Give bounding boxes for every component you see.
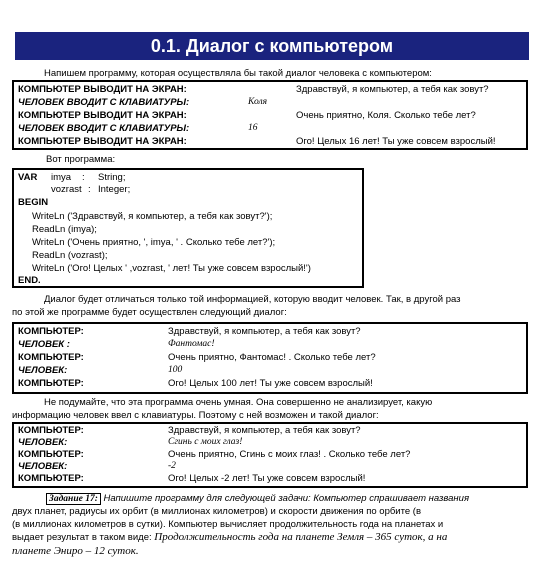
speech-text: Фантомас! <box>168 339 215 349</box>
speech-text: Здравствуй, я компьютер, а тебя как зовут? <box>168 326 361 337</box>
speech-text: Здравствуй, я компьютер, а тебя как зовут? <box>296 84 489 95</box>
code-line <box>18 172 126 183</box>
paragraph-line: информацию человек ввел с клавиатуры. Поэтому с ней возможен и такой диалог: <box>12 410 379 421</box>
variable-name: imya <box>51 172 72 183</box>
speaker-label: ЧЕЛОВЕК: <box>18 365 68 376</box>
task-example: планете Эниро – 12 суток. <box>12 545 139 557</box>
task-line <box>12 531 447 544</box>
code-line: ReadLn (vozrast); <box>32 250 108 261</box>
task-line: (в миллионах километров в сутки). Компьютер вычисляет продолжительность года на планетах и <box>12 519 444 530</box>
speaker-label: ЧЕЛОВЕК ВВОДИТ С КЛАВИАТУРЫ: <box>18 123 190 134</box>
speech-text: 100 <box>168 365 183 375</box>
program-intro: Вот программа: <box>46 154 116 165</box>
speaker-label: ЧЕЛОВЕК : <box>18 339 70 350</box>
code-box <box>12 168 364 288</box>
section-title: 0.1. Диалог с компьютером <box>15 32 529 60</box>
speech-text: Очень приятно, Фантомас! . Сколько тебе лет? <box>168 352 376 363</box>
variable-name: vozrast <box>51 184 82 195</box>
speaker-label: КОМПЬЮТЕР: <box>18 326 84 337</box>
paragraph-line: Не подумайте, что эта программа очень умная. Она совершенно не анализирует, какую <box>44 397 433 408</box>
speech-text: Сгинь с моих глаз! <box>168 437 243 447</box>
speech-text: Здравствуй, я компьютер, а тебя как зовут? <box>168 425 361 436</box>
speech-text: Ого! Целых 16 лет! Ты уже совсем взрослый! <box>296 136 496 147</box>
keyword: VAR <box>18 172 38 183</box>
code-line: WriteLn ('Здравствуй, я компьютер, а тебя как зовут?'); <box>32 211 273 222</box>
speaker-label: КОМПЬЮТЕР ВЫВОДИТ НА ЭКРАН: <box>18 84 187 95</box>
code-line: WriteLn ('Очень приятно, ', imya, ' . Сколько тебе лет?'); <box>32 237 276 248</box>
code-colon: : <box>82 172 85 183</box>
speaker-label: ЧЕЛОВЕК: <box>18 461 68 472</box>
task-line: двух планет, радиусы их орбит (в миллионах километров) и скорости движения по орбите (в <box>12 506 421 517</box>
intro-text: Напишем программу, которая осуществляла бы такой диалог человека с компьютером: <box>44 68 432 79</box>
speaker-label: КОМПЬЮТЕР: <box>18 473 84 484</box>
speaker-label: КОМПЬЮТЕР: <box>18 449 84 460</box>
variable-type: String; <box>98 172 126 183</box>
variable-type: Integer; <box>98 184 131 195</box>
speaker-label: КОМПЬЮТЕР: <box>18 425 84 436</box>
speaker-label: ЧЕЛОВЕК: <box>18 437 68 448</box>
paragraph-line: по этой же программе будет осуществлен следующий диалог: <box>12 307 287 318</box>
speech-text: Коля <box>248 97 268 107</box>
task-text: выдает результат в таком виде: <box>12 532 152 543</box>
dialog-box-2 <box>12 322 528 394</box>
task-line <box>46 492 469 506</box>
speech-text: Очень приятно, Коля. Сколько тебе лет? <box>296 110 476 121</box>
dialog-box-3 <box>12 422 528 488</box>
speaker-label: КОМПЬЮТЕР ВЫВОДИТ НА ЭКРАН: <box>18 136 187 147</box>
speaker-label: КОМПЬЮТЕР: <box>18 352 84 363</box>
task-label: Задание 17: <box>46 493 101 505</box>
speaker-label: ЧЕЛОВЕК ВВОДИТ С КЛАВИАТУРЫ: <box>18 97 190 108</box>
code-colon: : <box>88 184 91 195</box>
speech-text: -2 <box>168 461 176 471</box>
keyword: BEGIN <box>18 197 49 208</box>
dialog-box-1 <box>12 80 528 150</box>
speaker-label: КОМПЬЮТЕР ВЫВОДИТ НА ЭКРАН: <box>18 110 187 121</box>
speech-text: 16 <box>248 123 258 133</box>
speech-text: Очень приятно, Сгинь с моих глаз! . Сколько тебе лет? <box>168 449 411 460</box>
code-line: WriteLn ('Ого! Целых ' ,vozrast, ' лет! Ты уже совсем взрослый!') <box>32 263 311 274</box>
code-line: ReadLn (imya); <box>32 224 97 235</box>
speaker-label: КОМПЬЮТЕР: <box>18 378 84 389</box>
keyword: END. <box>18 275 41 286</box>
paragraph-line: Диалог будет отличаться только той информацией, которую вводит человек. Так, в другой раз <box>44 294 461 305</box>
speech-text: Ого! Целых -2 лет! Ты уже совсем взрослый! <box>168 473 366 484</box>
task-text: Напишите программу для следующей задачи: Компьютер спрашивает названия <box>103 493 470 504</box>
speech-text: Ого! Целых 100 лет! Ты уже совсем взрослый! <box>168 378 373 389</box>
task-example: Продолжительность года на планете Земля – 365 суток, а на <box>154 531 448 543</box>
